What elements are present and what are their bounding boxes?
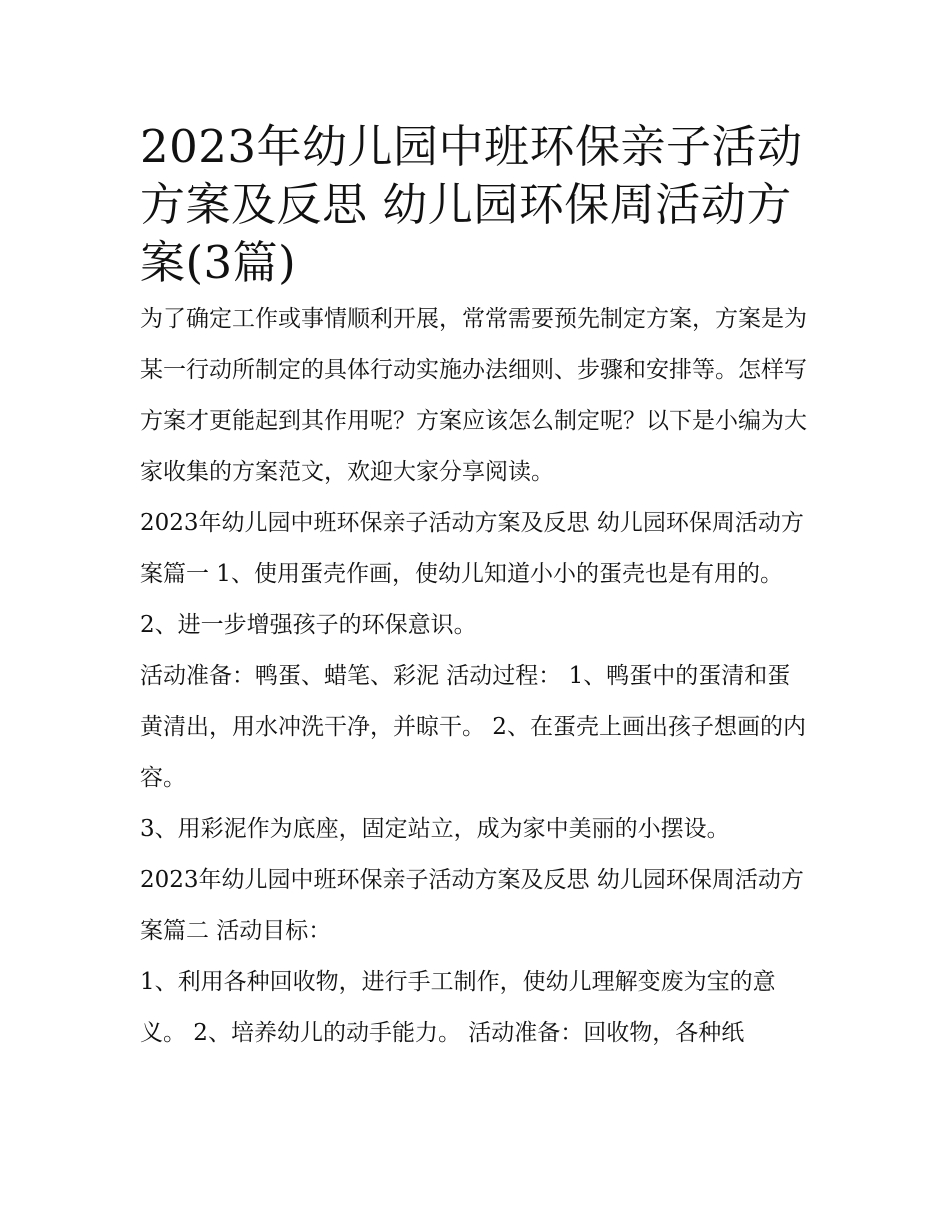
document-body xyxy=(140,118,812,1059)
paragraph-intro: 为了确定工作或事情顺利开展，常常需要预先制定方案，方案是为某一行动所制定的具体行动实施办法细则、步骤和安排等。怎样写方案才更能起到其作用呢？方案应该怎么制定呢？以下是小编为大家收集的方案范文，欢迎大家分享阅读。 xyxy=(140,306,807,485)
paragraph-plan-two-goals: 1、利用各种回收物，进行手工制作，使幼儿理解变废为宝的意义。 2、培养幼儿的动手能力。 活动准备：回收物，各种纸 xyxy=(140,969,776,1046)
paragraph-plan-one-prep: 活动准备：鸭蛋、蜡笔、彩泥 活动过程： 1、鸭蛋中的蛋清和蛋黄清出，用水冲洗干净，并晾干。 2、在蛋壳上画出孩子想画的内容。 xyxy=(140,663,806,791)
paragraph-plan-one: 2023年幼儿园中班环保亲子活动方案及反思 幼儿园环保周活动方案篇一 1、使用蛋壳作画，使幼儿知道小小的蛋壳也是有用的。 2、进一步增强孩子的环保意识。 xyxy=(140,510,804,638)
paragraph-plan-one-step3: 3、用彩泥作为底座，固定站立，成为家中美丽的小摆设。 xyxy=(140,816,730,842)
paragraph-plan-two: 2023年幼儿园中班环保亲子活动方案及反思 幼儿园环保周活动方案篇二 活动目标： xyxy=(140,867,804,944)
document-title: 2023年幼儿园中班环保亲子活动方案及反思 幼儿园环保周活动方案(3篇) xyxy=(140,120,803,289)
paragraph-list xyxy=(140,294,812,1059)
